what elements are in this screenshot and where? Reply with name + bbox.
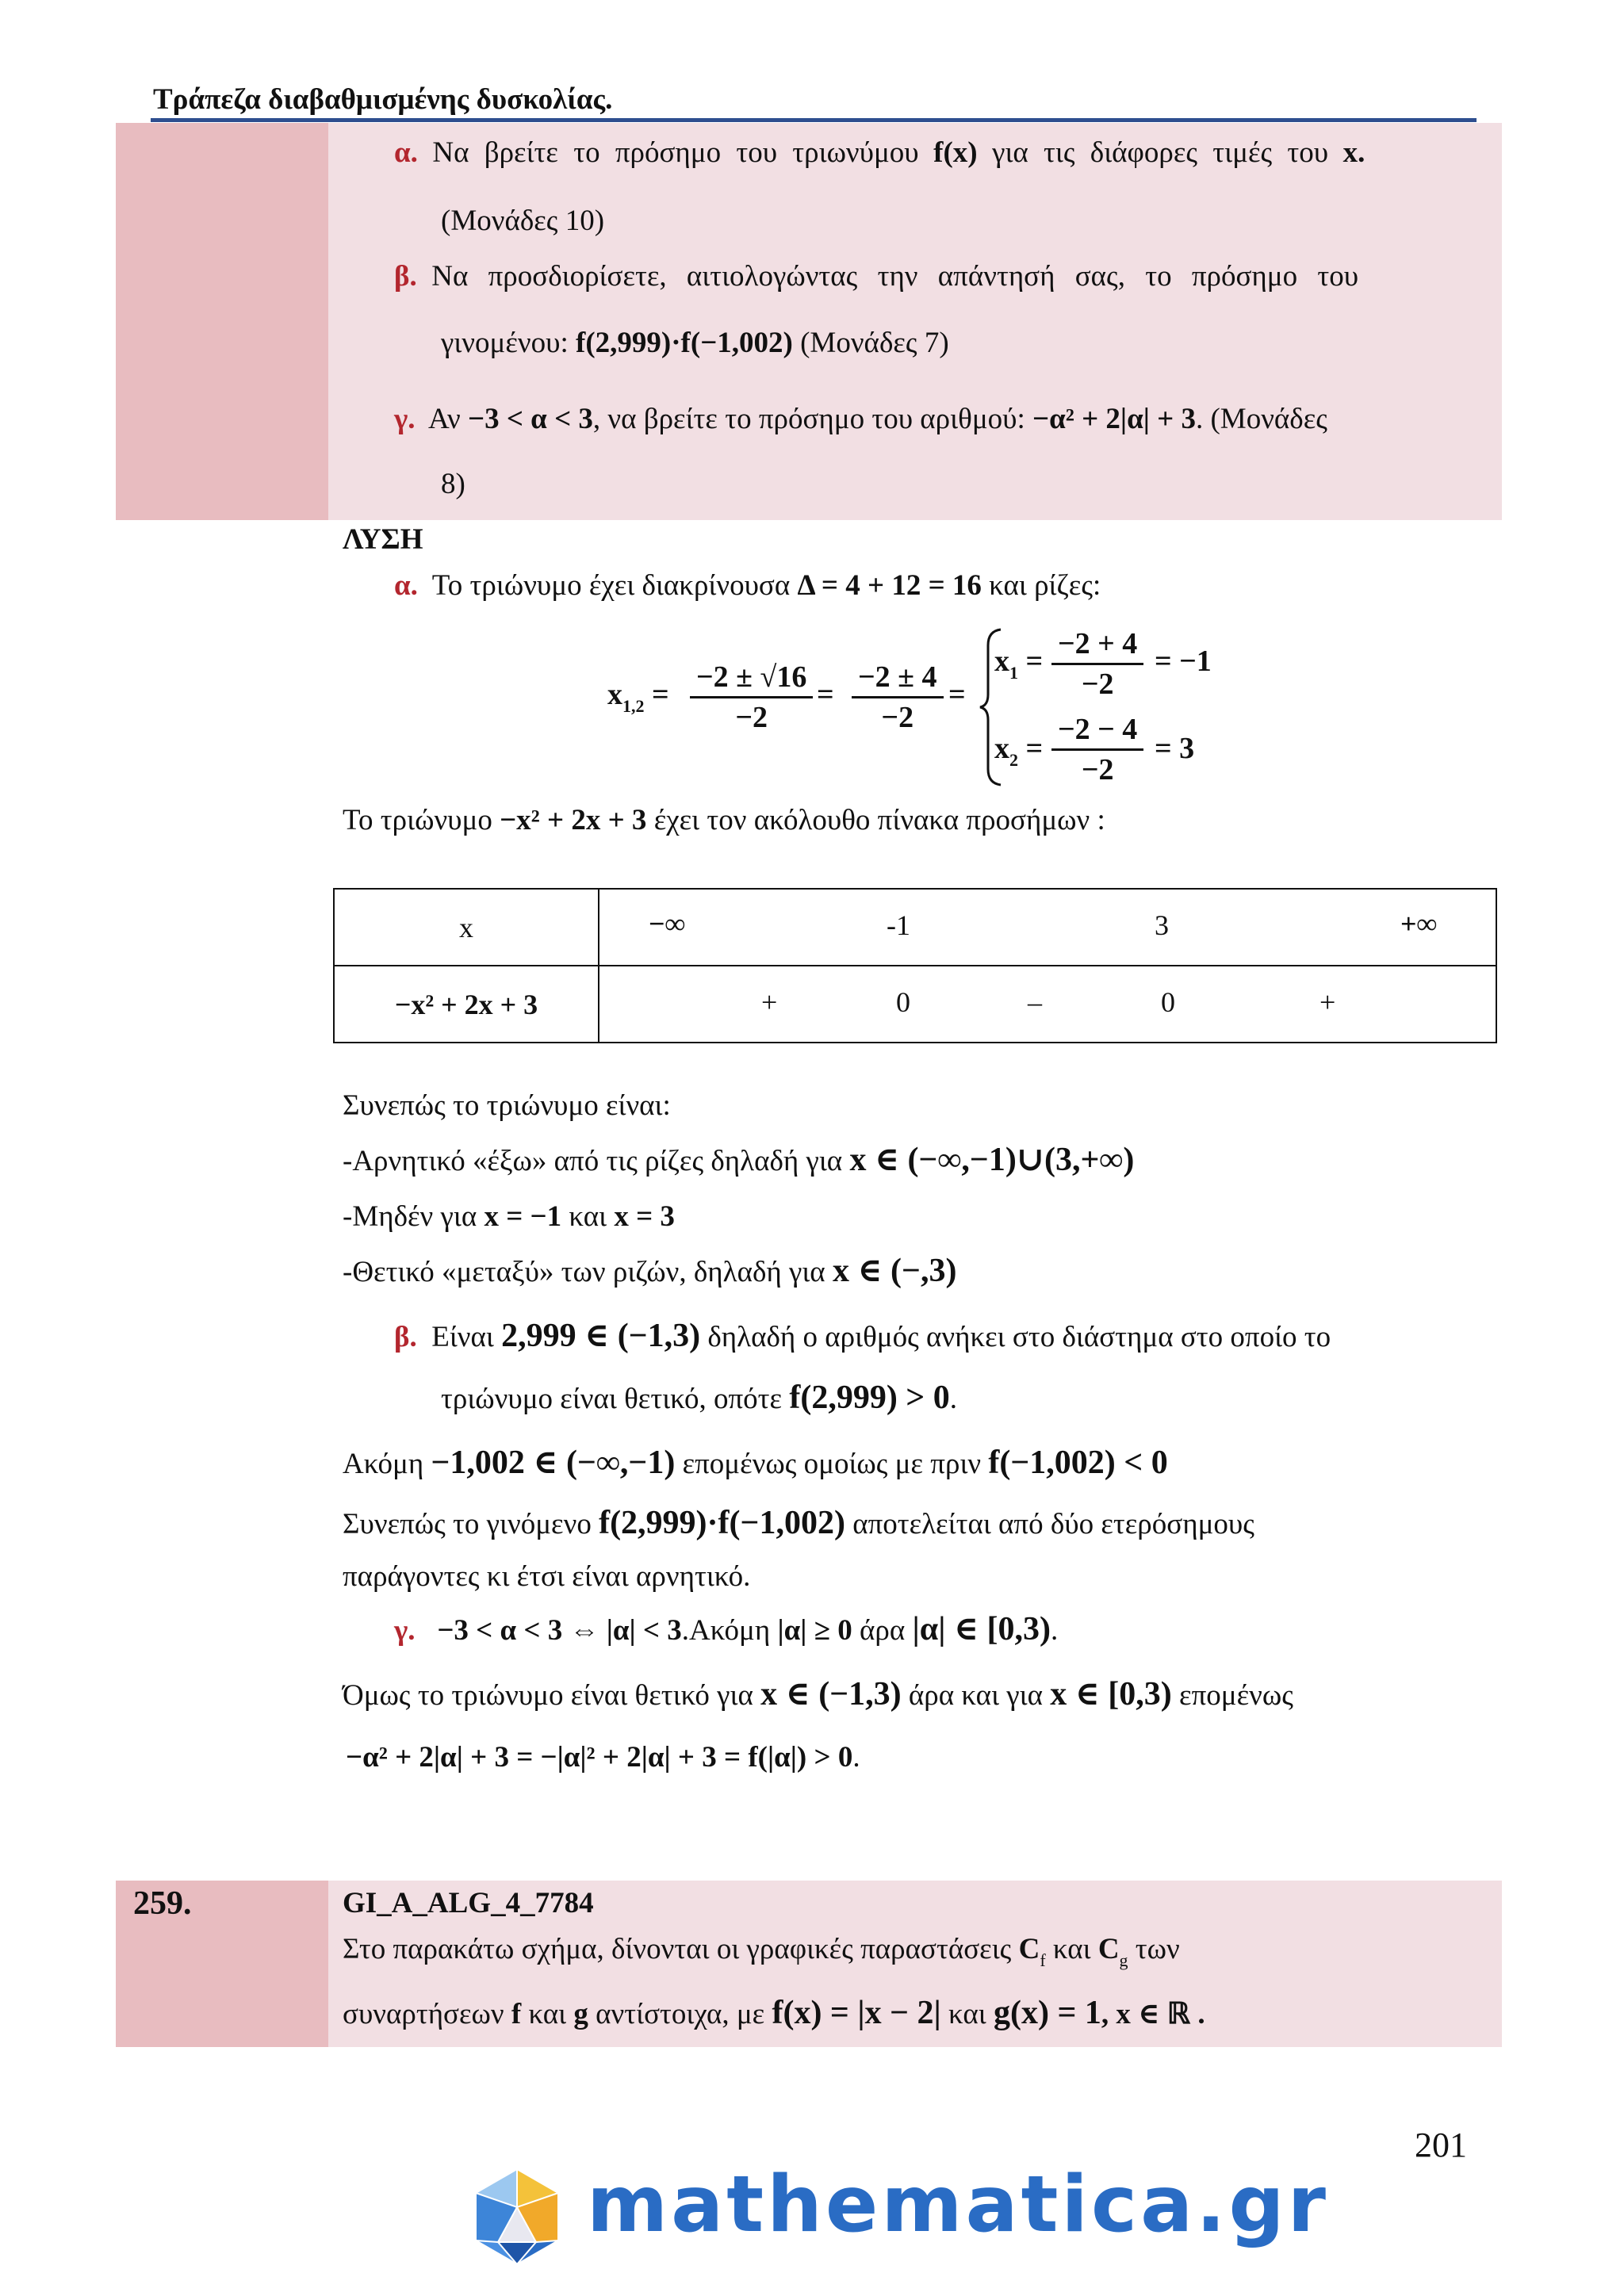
equals-sign: =	[817, 678, 834, 711]
solution-a-text: Το τριώνυμο έχει διακρίνουσα	[431, 569, 791, 602]
sign-table	[333, 888, 1497, 1043]
problem-number: 259.	[133, 1885, 192, 1922]
problem-a	[394, 135, 1365, 171]
root-x2-denominator: −2	[1081, 753, 1114, 786]
root-x1-result: = −1	[1155, 645, 1212, 678]
problem-a-label: α.	[394, 136, 418, 169]
solution-c: γ. −3 < α < 3 ⇔ |α| < 3.Ακόμη |α| ≥ 0 άρα |α| ∈ [0,3).	[394, 1611, 1059, 1647]
solution-c-label: γ.	[394, 1614, 416, 1647]
problem-a-text-2: για τις διάφορες τιμές του	[992, 136, 1329, 169]
problem-a-marks: (Μονάδες 10)	[441, 205, 605, 237]
problem-c-text: Αν	[428, 403, 461, 435]
sign-table-signs	[599, 966, 1496, 1043]
root-x1: $x_1$ =	[994, 645, 1044, 683]
neg-infinity: −∞	[649, 908, 686, 939]
roots-fraction-1-denominator: −2	[735, 701, 768, 734]
sign-zero-2: 0	[1161, 986, 1175, 1018]
root-x2-fraction	[1051, 710, 1143, 789]
problem-a-text: Να βρείτε το πρόσημο του τριωνύμου	[432, 136, 919, 169]
root-3: 3	[1155, 909, 1169, 941]
solution-heading: ΛΥΣΗ	[343, 523, 423, 556]
positive-interval: -Θετικό «μεταξύ» των ριζών, δηλαδή για x ∈ (−,3)	[343, 1253, 957, 1289]
zero-points: -Μηδέν για x = −1 και x = 3	[343, 1200, 675, 1233]
negative-interval-expr: x ∈ (−∞,−1)∪(3,+∞)	[849, 1142, 1135, 1178]
solution-a-label: α.	[394, 569, 418, 602]
conclusion-intro: Συνεπώς το τριώνυμο είναι:	[343, 1089, 671, 1122]
roots-lhs-subscript: 1,2	[622, 696, 645, 716]
problem-box	[328, 123, 1502, 520]
roots-fraction-2	[852, 658, 944, 737]
sign-table-row-x	[334, 889, 1496, 966]
roots-formula	[607, 628, 1242, 786]
root-x1-fraction	[1051, 625, 1143, 703]
solution-b-line5: παράγοντες κι έτσι είναι αρνητικό.	[343, 1560, 751, 1593]
problem-b-line2	[441, 325, 949, 362]
sign-minus: –	[1028, 986, 1042, 1018]
positive-interval-expr: x ∈ (−,3)	[832, 1253, 957, 1289]
problem-c-text-2: , να βρείτε το πρόσημο του αριθμού:	[592, 403, 1025, 435]
problem-box-margin	[116, 123, 328, 520]
discriminant: Δ = 4 + 12 = 16	[797, 569, 982, 602]
problem-c-marks: . (Μονάδες	[1195, 403, 1327, 435]
pos-infinity: +∞	[1400, 908, 1438, 939]
negative-interval: -Αρνητικό «έξω» από τις ρίζες δηλαδή για x ∈ (−∞,−1)∪(3,+∞)	[343, 1142, 1135, 1178]
problem-a-variable: x.	[1342, 136, 1365, 169]
problem-c-label: γ.	[394, 403, 416, 435]
problem-c-marks-2: 8)	[441, 468, 465, 500]
polyhedron-logo-icon	[466, 2166, 568, 2267]
roots-fraction-2-numerator: −2 ± 4	[852, 658, 944, 698]
sign-table-x-label: x	[334, 889, 599, 966]
problem-b-label: β.	[394, 260, 417, 293]
solution-b-line4: Συνεπώς το γινόμενο f(2,999)·f(−1,002) αποτελείται από δύο ετερόσημους	[343, 1505, 1254, 1541]
solution-b-line2: τριώνυμο είναι θετικό, οπότε f(2,999) > 0.	[441, 1380, 957, 1416]
root-x2-numerator: −2 − 4	[1051, 710, 1143, 751]
sign-table-x-values	[599, 889, 1496, 966]
equals-sign: =	[948, 678, 966, 711]
root-x1-denominator: −2	[1081, 668, 1114, 701]
root-minus-1: -1	[887, 909, 910, 941]
next-problem-line1: Στο παρακάτω σχήμα, δίνονται οι γραφικές παραστάσεις $C_f$ και $C_g$ των	[343, 1933, 1180, 1970]
problem-b-text-2: γινομένου:	[441, 327, 569, 359]
root-x2-result: = 3	[1155, 732, 1195, 765]
document-header: Τράπεζα διαβαθμισμένης δυσκολίας.	[153, 83, 613, 116]
sign-zero-1: 0	[896, 986, 910, 1018]
problem-b	[394, 258, 1358, 295]
roots-fraction-1	[690, 658, 813, 737]
solution-a-text-2: και ρίζες:	[989, 569, 1101, 602]
header-rule	[151, 118, 1477, 122]
problem-a-function: f(x)	[933, 136, 978, 169]
sign-table-trinomial-label: −x² + 2x + 3	[334, 966, 599, 1043]
solution-c-line2: Όμως το τριώνυμο είναι θετικό για x ∈ (−1,3) άρα και για x ∈ [0,3) επομένως	[343, 1676, 1293, 1712]
next-problem-line2: συναρτήσεων f και g αντίστοιχα, με f(x) = |x − 2| και g(x) = 1, x ∈ ℝ .	[343, 1995, 1205, 2031]
trinomial: −x² + 2x + 3	[500, 804, 647, 836]
root-x2: $x_2$ =	[994, 732, 1044, 770]
root-x1-numerator: −2 + 4	[1051, 625, 1143, 665]
roots-lhs: $x_{1,2}$ =	[607, 678, 669, 716]
problem-b-text: Να προσδιορίσετε, αιτιολογώντας την απάντησή σας, το πρόσημο του	[431, 260, 1359, 293]
problem-c-condition: −3 < α < 3	[468, 403, 593, 435]
roots-fraction-1-numerator: −2 ± √16	[690, 658, 813, 698]
sign-plus-left: +	[761, 986, 778, 1018]
problem-code: GI_A_ALG_4_7784	[343, 1887, 594, 1919]
problem-b-marks: (Μονάδες 7)	[800, 327, 949, 359]
sign-plus-right: +	[1320, 986, 1336, 1018]
solution-a	[394, 568, 1101, 604]
solution-b-line3: Ακόμη −1,002 ∈ (−∞,−1) επομένως ομοίως με πριν f(−1,002) < 0	[343, 1445, 1168, 1481]
problem-c	[394, 401, 1327, 438]
roots-fraction-2-denominator: −2	[881, 701, 914, 734]
problem-b-expression: f(2,999)·f(−1,002)	[576, 327, 793, 359]
problem-c-expression: −α² + 2|α| + 3	[1032, 403, 1196, 435]
solution-b-label: β.	[394, 1321, 417, 1353]
sign-table-row-trinomial	[334, 966, 1496, 1043]
site-logo-text[interactable]: mathematica.gr	[587, 2160, 1329, 2250]
page-number: 201	[1415, 2126, 1467, 2164]
solution-c-final: −α² + 2|α| + 3 = −|α|² + 2|α| + 3 = f(|α|) > 0.	[346, 1741, 860, 1774]
solution-b: β. Είναι 2,999 ∈ (−1,3) δηλαδή ο αριθμός ανήκει στο διάστημα στο οποίο το	[394, 1318, 1331, 1354]
table-intro: Το τριώνυμο −x² + 2x + 3 έχει τον ακόλουθο πίνακα προσήμων :	[343, 804, 1105, 836]
